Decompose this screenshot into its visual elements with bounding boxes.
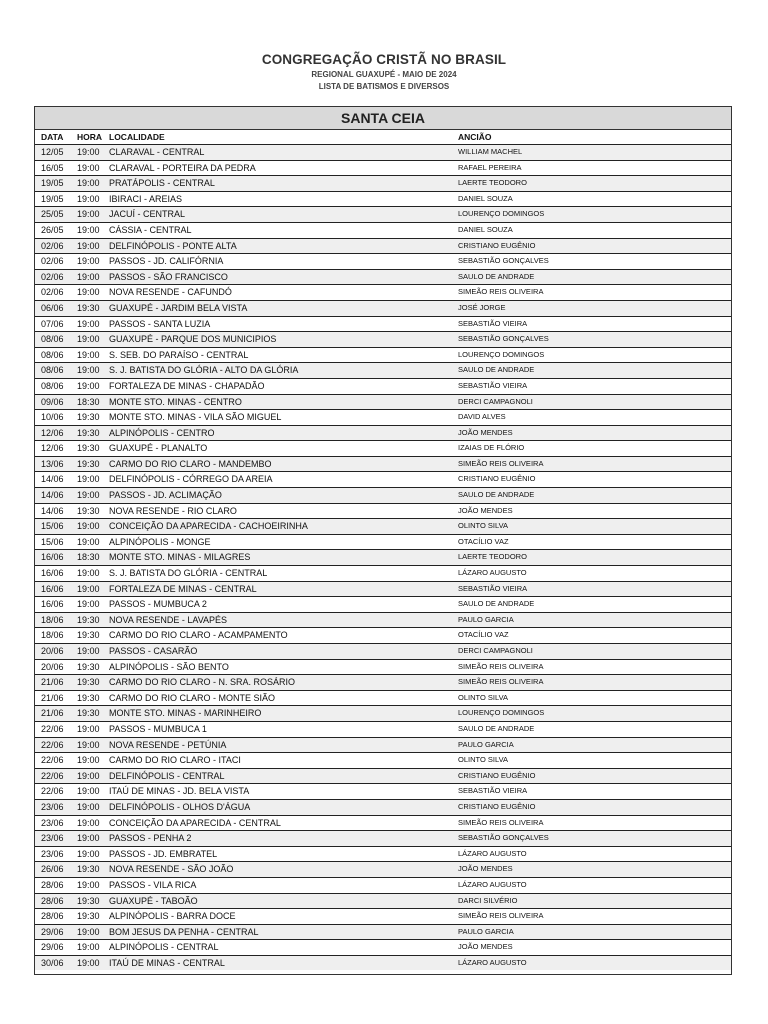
cell-anciao: LÁZARO AUGUSTO (458, 568, 527, 578)
cell-anciao: JOÃO MENDES (458, 427, 513, 437)
table-row (35, 191, 731, 207)
table-row (35, 612, 731, 628)
cell-anciao: SEBASTIÃO GONÇALVES (458, 334, 549, 344)
cell-anciao: SAULO DE ANDRADE (458, 365, 535, 375)
cell-date: 28/06 (41, 879, 64, 890)
cell-anciao: DANIEL SOUZA (458, 193, 513, 203)
cell-date: 13/06 (41, 458, 64, 469)
cell-date: 25/05 (41, 209, 64, 220)
table-row (35, 721, 731, 737)
document-subtitle: REGIONAL GUAXUPÉ - MAIO DE 2024 (311, 70, 457, 79)
table-row (35, 627, 731, 643)
table-row (35, 596, 731, 612)
cell-localidade: ALPINÓPOLIS - SÃO BENTO (109, 661, 229, 672)
cell-hora: 19:00 (77, 287, 100, 298)
cell-hora: 19:00 (77, 879, 100, 890)
cell-date: 20/06 (41, 661, 64, 672)
table-row (35, 269, 731, 285)
cell-anciao: LOURENÇO DOMINGOS (458, 708, 545, 718)
cell-date: 22/06 (41, 739, 64, 750)
table-row (35, 206, 731, 222)
cell-date: 12/05 (41, 147, 64, 157)
cell-localidade: NOVA RESENDE - LAVAPÉS (109, 614, 228, 625)
table-row (35, 487, 731, 503)
cell-hora: 19:30 (77, 443, 100, 454)
table-row (35, 815, 731, 831)
cell-date: 16/05 (41, 162, 64, 173)
cell-date: 16/06 (41, 583, 64, 594)
cell-date: 29/06 (41, 926, 64, 937)
document-subtitle-2: LISTA DE BATISMOS E DIVERSOS (318, 82, 450, 91)
cell-anciao: LÁZARO AUGUSTO (458, 848, 527, 858)
cell-date: 29/06 (41, 942, 64, 953)
cell-date: 08/06 (41, 380, 64, 391)
cell-localidade: DELFINÓPOLIS - PONTE ALTA (109, 240, 237, 251)
cell-hora: 19:30 (77, 614, 100, 625)
cell-date: 23/06 (41, 817, 64, 828)
cell-date: 02/06 (41, 256, 64, 267)
cell-date: 02/06 (41, 287, 64, 298)
cell-localidade: BOM JESUS DA PENHA - CENTRAL (109, 926, 259, 937)
cell-localidade: FORTALEZA DE MINAS - CHAPADÃO (109, 380, 265, 391)
cell-localidade: PASSOS - CASARÃO (109, 646, 198, 656)
cell-localidade: GUAXUPÉ - JARDIM BELA VISTA (109, 302, 248, 313)
cell-date: 08/06 (41, 349, 64, 360)
cell-anciao: CRISTIANO EUGÊNIO (458, 801, 536, 811)
cell-anciao: CRISTIANO EUGÊNIO (458, 474, 536, 484)
cell-anciao: SIMEÃO REIS OLIVEIRA (458, 677, 544, 687)
cell-anciao: LOURENÇO DOMINGOS (458, 349, 545, 359)
cell-localidade: GUAXUPÉ - PARQUE DOS MUNICIPIOS (109, 334, 277, 345)
cell-localidade: PRATÁPOLIS - CENTRAL (109, 178, 215, 189)
table-row (35, 783, 731, 799)
cell-anciao: JOSÉ JORGE (458, 302, 506, 312)
cell-anciao: PAULO GARCIA (458, 926, 514, 936)
cell-anciao: DERCI CAMPAGNOLI (458, 396, 533, 406)
cell-hora: 19:00 (77, 162, 100, 173)
table-row (35, 752, 731, 768)
cell-anciao: SAULO DE ANDRADE (458, 723, 535, 733)
cell-anciao: PAULO GARCIA (458, 739, 514, 749)
cell-localidade: JACUÍ - CENTRAL (109, 209, 186, 220)
cell-hora: 19:00 (77, 817, 100, 828)
cell-localidade: ALPINÓPOLIS - CENTRAL (109, 942, 219, 953)
cell-localidade: DELFINÓPOLIS - CENTRAL (109, 770, 225, 781)
table-row (35, 565, 731, 581)
cell-date: 19/05 (41, 178, 64, 189)
table-row (35, 347, 731, 363)
cell-localidade: PASSOS - MUMBUCA 2 (109, 599, 207, 610)
cell-localidade: CARMO DO RIO CLARO - N. SRA. ROSÁRIO (109, 677, 296, 688)
cell-hora: 19:30 (77, 864, 100, 875)
cell-hora: 19:00 (77, 521, 100, 532)
table-row (35, 768, 731, 784)
cell-date: 07/06 (41, 318, 64, 329)
cell-date: 22/06 (41, 786, 64, 797)
cell-localidade: ALPINÓPOLIS - MONGE (109, 536, 211, 547)
table-row (35, 331, 731, 347)
table-row (35, 939, 731, 955)
cell-localidade: CARMO DO RIO CLARO - MONTE SIÃO (109, 692, 276, 703)
cell-date: 22/06 (41, 755, 64, 766)
cell-date: 14/06 (41, 474, 64, 485)
cell-anciao: DERCI CAMPAGNOLI (458, 646, 533, 655)
cell-localidade: CLARAVAL - CENTRAL (109, 147, 205, 157)
cell-date: 12/06 (41, 427, 64, 438)
cell-localidade: S. J. BATISTA DO GLÓRIA - CENTRAL (109, 568, 268, 579)
cell-localidade: ALPINÓPOLIS - CENTRO (109, 427, 215, 438)
table-row (35, 394, 731, 410)
section-banner: SANTA CEIA (35, 107, 731, 130)
cell-anciao: SEBASTIÃO VIEIRA (458, 583, 528, 593)
cell-anciao: OTACÍLIO VAZ (458, 536, 509, 546)
cell-date: 23/06 (41, 801, 64, 812)
cell-anciao: SEBASTIÃO VIEIRA (458, 318, 528, 328)
table-row (35, 846, 731, 862)
table-row (35, 643, 731, 659)
cell-anciao: LÁZARO AUGUSTO (458, 879, 527, 889)
table-row (35, 160, 731, 176)
cell-anciao: SIMEÃO REIS OLIVEIRA (458, 458, 544, 468)
cell-localidade: PASSOS - VILA RICA (109, 879, 197, 890)
cell-date: 28/06 (41, 911, 64, 922)
cell-anciao: JOÃO MENDES (458, 505, 513, 515)
table-row (35, 659, 731, 675)
cell-localidade: CARMO DO RIO CLARO - ITACI (109, 755, 241, 766)
cell-localidade: PASSOS - MUMBUCA 1 (109, 723, 207, 734)
cell-hora: 19:00 (77, 646, 100, 656)
cell-localidade: FORTALEZA DE MINAS - CENTRAL (109, 583, 257, 594)
cell-hora: 19:00 (77, 786, 100, 797)
cell-anciao: SIMEÃO REIS OLIVEIRA (458, 287, 544, 297)
table-row (35, 175, 731, 191)
cell-localidade: ITAÚ DE MINAS - CENTRAL (109, 957, 225, 968)
table-row (35, 503, 731, 519)
cell-hora: 19:00 (77, 334, 100, 345)
cell-localidade: DELFINÓPOLIS - CÓRREGO DA AREIA (109, 474, 273, 485)
cell-localidade: NOVA RESENDE - RIO CLARO (109, 505, 237, 516)
cell-anciao: DARCI SILVÉRIO (458, 895, 518, 905)
cell-date: 12/06 (41, 443, 64, 454)
cell-localidade: GUAXUPÉ - TABOÃO (109, 895, 198, 906)
cell-date: 22/06 (41, 770, 64, 781)
cell-anciao: SIMEÃO REIS OLIVEIRA (458, 661, 544, 671)
cell-anciao: SAULO DE ANDRADE (458, 490, 535, 500)
cell-localidade: PASSOS - PENHA 2 (109, 833, 192, 844)
cell-localidade: PASSOS - JD. EMBRATEL (109, 848, 218, 859)
cell-hora: 19:00 (77, 599, 100, 610)
table-row (35, 378, 731, 394)
column-header-anciao: ANCIÃO (458, 132, 492, 142)
cell-localidade: CONCEIÇÃO DA APARECIDA - CACHOEIRINHA (109, 521, 308, 532)
cell-anciao: OLINTO SILVA (458, 521, 509, 531)
cell-anciao: SEBASTIÃO GONÇALVES (458, 833, 549, 843)
cell-date: 02/06 (41, 240, 64, 251)
cell-anciao: SIMEÃO REIS OLIVEIRA (458, 817, 544, 827)
cell-hora: 19:00 (77, 770, 100, 781)
cell-hora: 19:00 (77, 957, 100, 968)
cell-hora: 19:00 (77, 193, 100, 204)
cell-localidade: MONTE STO. MINAS - VILA SÃO MIGUEL (109, 412, 282, 423)
cell-anciao: SEBASTIÃO VIEIRA (458, 380, 528, 390)
cell-localidade: PASSOS - JD. CALIFÓRNIA (109, 256, 224, 267)
cell-localidade: CLARAVAL - PORTEIRA DA PEDRA (109, 162, 256, 173)
cell-localidade: CÁSSIA - CENTRAL (109, 224, 192, 235)
cell-date: 21/06 (41, 708, 64, 719)
cell-hora: 19:00 (77, 801, 100, 812)
cell-anciao: SEBASTIÃO GONÇALVES (458, 256, 549, 266)
cell-localidade: DELFINÓPOLIS - OLHOS D'ÁGUA (109, 801, 251, 812)
cell-hora: 19:00 (77, 833, 100, 844)
cell-anciao: SAULO DE ANDRADE (458, 599, 535, 609)
column-header-date: DATA (41, 132, 64, 142)
table-row (35, 222, 731, 238)
cell-anciao: WILLIAM MACHEL (458, 147, 523, 156)
table-row (35, 518, 731, 534)
table-row (35, 238, 731, 254)
table-row (35, 284, 731, 300)
cell-anciao: IZAIAS DE FLÓRIO (458, 443, 525, 453)
table-row (35, 362, 731, 378)
table-row (35, 955, 731, 971)
cell-anciao: CRISTIANO EUGÊNIO (458, 240, 536, 250)
cell-date: 18/06 (41, 630, 64, 641)
cell-hora: 19:00 (77, 224, 100, 235)
cell-anciao: CRISTIANO EUGÊNIO (458, 770, 536, 780)
cell-date: 28/06 (41, 895, 64, 906)
cell-localidade: NOVA RESENDE - SÃO JOÃO (109, 864, 234, 875)
cell-date: 23/06 (41, 833, 64, 844)
document-title: CONGREGAÇÃO CRISTÃ NO BRASIL (261, 52, 507, 67)
cell-hora: 19:00 (77, 848, 100, 859)
cell-hora: 19:00 (77, 147, 100, 157)
cell-anciao: JOÃO MENDES (458, 864, 513, 874)
cell-date: 30/06 (41, 957, 64, 968)
table-row (35, 705, 731, 721)
cell-anciao: OTACÍLIO VAZ (458, 630, 509, 640)
cell-hora: 19:00 (77, 739, 100, 750)
table-row (35, 908, 731, 924)
cell-localidade: CONCEIÇÃO DA APARECIDA - CENTRAL (109, 817, 281, 828)
cell-date: 16/06 (41, 568, 64, 579)
cell-localidade: MONTE STO. MINAS - CENTRO (109, 396, 242, 407)
cell-date: 06/06 (41, 302, 64, 313)
cell-hora: 19:00 (77, 318, 100, 329)
cell-hora: 19:30 (77, 302, 100, 313)
cell-anciao: OLINTO SILVA (458, 755, 509, 765)
cell-hora: 19:30 (77, 911, 100, 922)
cell-localidade: S. J. BATISTA DO GLÓRIA - ALTO DA GLÓRIA (109, 365, 299, 376)
cell-hora: 19:00 (77, 568, 100, 579)
cell-localidade: S. SEB. DO PARAÍSO - CENTRAL (109, 349, 249, 360)
cell-hora: 19:00 (77, 723, 100, 734)
cell-anciao: DANIEL SOUZA (458, 224, 513, 234)
table-row (35, 581, 731, 597)
cell-localidade: PASSOS - SÃO FRANCISCO (109, 271, 228, 282)
table-row (35, 674, 731, 690)
cell-hora: 19:00 (77, 178, 100, 189)
cell-localidade: PASSOS - JD. ACLIMAÇÃO (109, 490, 222, 501)
table-row (35, 316, 731, 332)
cell-date: 10/06 (41, 412, 64, 423)
cell-hora: 19:30 (77, 505, 100, 516)
cell-date: 15/06 (41, 536, 64, 547)
table-row (35, 534, 731, 550)
cell-hora: 19:00 (77, 209, 100, 220)
cell-localidade: MONTE STO. MINAS - MILAGRES (109, 552, 251, 563)
document-header (0, 52, 768, 91)
cell-date: 26/05 (41, 224, 64, 235)
cell-localidade: GUAXUPÉ - PLANALTO (109, 443, 208, 454)
cell-anciao: PAULO GARCIA (458, 614, 514, 624)
cell-localidade: NOVA RESENDE - CAFUNDÓ (109, 287, 232, 298)
table-row (35, 549, 731, 565)
cell-hora: 19:30 (77, 427, 100, 438)
table-row (35, 300, 731, 316)
cell-date: 08/06 (41, 334, 64, 345)
cell-hora: 19:00 (77, 349, 100, 360)
column-header-row (35, 130, 731, 144)
cell-hora: 19:30 (77, 895, 100, 906)
column-header-localidade: LOCALIDADE (109, 132, 165, 142)
table-row (35, 893, 731, 909)
cell-anciao: LAERTE TEODORO (458, 552, 527, 562)
table-row (35, 830, 731, 846)
cell-localidade: CARMO DO RIO CLARO - MANDEMBO (109, 458, 272, 469)
table-row (35, 690, 731, 706)
cell-hora: 19:00 (77, 380, 100, 391)
table-row (35, 737, 731, 753)
cell-hora: 19:30 (77, 677, 100, 688)
cell-date: 21/06 (41, 692, 64, 703)
cell-hora: 19:30 (77, 630, 100, 641)
table-body (35, 144, 731, 970)
cell-date: 15/06 (41, 521, 64, 532)
cell-localidade: MONTE STO. MINAS - MARINHEIRO (109, 708, 262, 719)
table-row (35, 877, 731, 893)
cell-date: 22/06 (41, 723, 64, 734)
cell-anciao: LÁZARO AUGUSTO (458, 957, 527, 967)
cell-localidade: ITAÚ DE MINAS - JD. BELA VISTA (109, 786, 250, 797)
cell-localidade: CARMO DO RIO CLARO - ACAMPAMENTO (109, 630, 288, 641)
table-row (35, 253, 731, 269)
cell-hora: 19:30 (77, 412, 100, 423)
cell-date: 09/06 (41, 396, 64, 407)
cell-date: 23/06 (41, 848, 64, 859)
cell-anciao: DAVID ALVES (458, 412, 506, 422)
cell-hora: 19:00 (77, 490, 100, 501)
cell-hora: 19:30 (77, 661, 100, 672)
cell-date: 16/06 (41, 552, 64, 563)
table-row (35, 861, 731, 877)
schedule-table (34, 106, 732, 975)
cell-date: 26/06 (41, 864, 64, 875)
column-header-hora: HORA (77, 132, 103, 142)
cell-hora: 19:00 (77, 583, 100, 594)
cell-date: 08/06 (41, 365, 64, 376)
cell-date: 19/05 (41, 193, 64, 204)
cell-localidade: IBIRACI - AREIAS (109, 193, 183, 204)
table-row (35, 425, 731, 441)
cell-hora: 19:00 (77, 755, 100, 766)
cell-date: 16/06 (41, 599, 64, 610)
cell-localidade: NOVA RESENDE - PETÚNIA (109, 739, 227, 750)
cell-hora: 19:30 (77, 692, 100, 703)
cell-hora: 18:30 (77, 396, 100, 407)
cell-anciao: RAFAEL PEREIRA (458, 162, 522, 172)
cell-hora: 19:00 (77, 926, 100, 937)
table-row (35, 144, 731, 160)
cell-hora: 19:30 (77, 708, 100, 719)
table-row (35, 456, 731, 472)
table-row (35, 799, 731, 815)
cell-localidade: PASSOS - SANTA LUZIA (109, 318, 211, 329)
cell-anciao: LOURENÇO DOMINGOS (458, 209, 545, 219)
cell-hora: 19:00 (77, 365, 100, 376)
cell-localidade: ALPINÓPOLIS - BARRA DOCE (109, 911, 236, 922)
table-row (35, 471, 731, 487)
cell-date: 18/06 (41, 614, 64, 625)
cell-hora: 19:00 (77, 271, 100, 282)
cell-anciao: JOÃO MENDES (458, 942, 513, 952)
cell-date: 14/06 (41, 505, 64, 516)
cell-hora: 19:00 (77, 256, 100, 267)
cell-anciao: OLINTO SILVA (458, 692, 509, 702)
table-row (35, 409, 731, 425)
cell-anciao: SAULO DE ANDRADE (458, 271, 535, 281)
cell-date: 14/06 (41, 490, 64, 501)
cell-anciao: SIMEÃO REIS OLIVEIRA (458, 911, 544, 921)
cell-anciao: LAERTE TEODORO (458, 178, 527, 188)
cell-hora: 19:00 (77, 240, 100, 251)
cell-date: 20/06 (41, 646, 64, 656)
cell-hora: 19:00 (77, 474, 100, 485)
cell-hora: 19:00 (77, 942, 100, 953)
cell-hora: 18:30 (77, 552, 100, 563)
cell-hora: 19:30 (77, 458, 100, 469)
cell-hora: 19:00 (77, 536, 100, 547)
cell-date: 02/06 (41, 271, 64, 282)
cell-date: 21/06 (41, 677, 64, 688)
table-row (35, 924, 731, 940)
cell-anciao: SEBASTIÃO VIEIRA (458, 786, 528, 796)
table-row (35, 440, 731, 456)
